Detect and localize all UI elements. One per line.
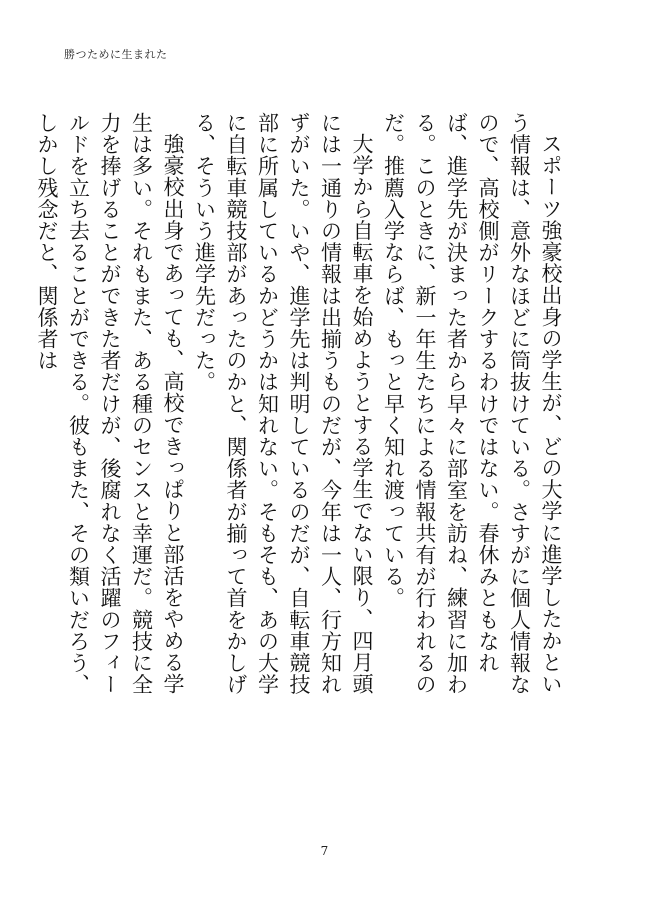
vertical-body-text [35, 112, 566, 712]
running-head: 勝つために生まれた [64, 48, 168, 61]
paragraph: スポーツ強豪校出身の学生が、どの大学に進学したかという情報は、意外なほどに筒抜けている。さすがに個人情報なので、高校側がリークするわけではない。春休みともなれば、進学先が決まった者から早々に部室を訪ね、練習に加わる。このときに、新一年生たちによる情報共有が行われるのだ。推薦入学ならば、もっと早く知れ渡っている。 [381, 112, 563, 696]
paragraph: 大学から自転車を始めようとする学生でない限り、四月頭には一通りの情報は出揃うものだが、今年は一人、行方知れずがいた。いや、進学先は判明しているのだが、自転車競技部に所属しているかどうかは知れない。そもそも、あの大学に自転車競技部があったのかと、関係者が揃って首をかしげる、そういう進学先だった。 [192, 112, 374, 696]
paragraph: 強豪校出身であっても、高校できっぱりと部活をやめる学生は多い。それもまた、ある種のセンスと幸運だ。競技に全力を捧げることができた者だけが、後腐れなく活躍のフィールドを立ち去ることができる。彼もまた、その類いだろう、しかし残念だと、関係者は [35, 112, 185, 696]
page-number: 7 [320, 844, 329, 858]
